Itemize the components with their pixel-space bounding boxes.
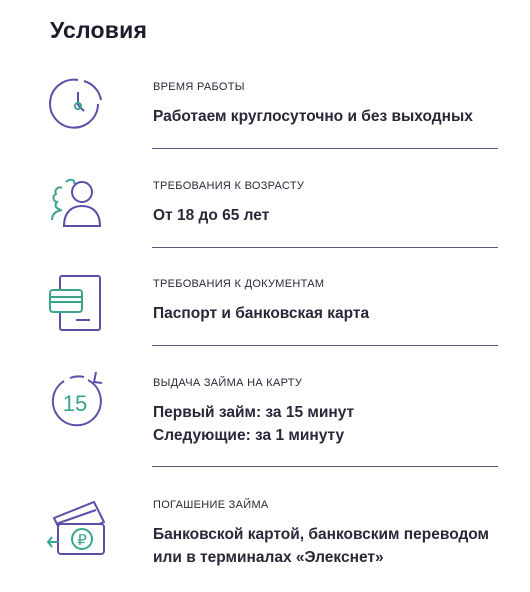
condition-value: Паспорт и банковская карта	[153, 305, 370, 322]
timer-number: 15	[62, 391, 88, 416]
condition-value: или в терминалах «Элекснет»	[153, 549, 384, 566]
condition-value: Банковской картой, банковским переводом	[153, 526, 490, 543]
condition-value: Следующие: за 1 минуту	[153, 427, 345, 444]
divider	[152, 345, 498, 346]
divider	[152, 148, 498, 149]
money-ruble-icon	[44, 494, 112, 562]
condition-label: ВРЕМЯ РАБОТЫ	[153, 81, 245, 93]
divider	[152, 247, 498, 248]
ruble-sign: ₽	[77, 532, 87, 549]
condition-label: ВЫДАЧА ЗАЙМА НА КАРТУ	[153, 377, 303, 389]
condition-label: ТРЕБОВАНИЯ К ВОЗРАСТУ	[153, 180, 305, 192]
condition-value: От 18 до 65 лет	[153, 207, 270, 224]
condition-label: ТРЕБОВАНИЯ К ДОКУМЕНТАМ	[153, 278, 325, 290]
document-card-icon	[44, 268, 112, 336]
condition-label: ПОГАШЕНИЕ ЗАЙМА	[153, 499, 269, 511]
divider	[152, 466, 498, 467]
condition-value: Первый займ: за 15 минут	[153, 404, 355, 421]
condition-value: Работаем круглосуточно и без выходных	[153, 108, 473, 125]
timer-15-icon	[44, 368, 112, 436]
clock-icon	[44, 70, 112, 138]
page-title: Условия	[50, 17, 148, 43]
people-icon	[44, 170, 112, 238]
